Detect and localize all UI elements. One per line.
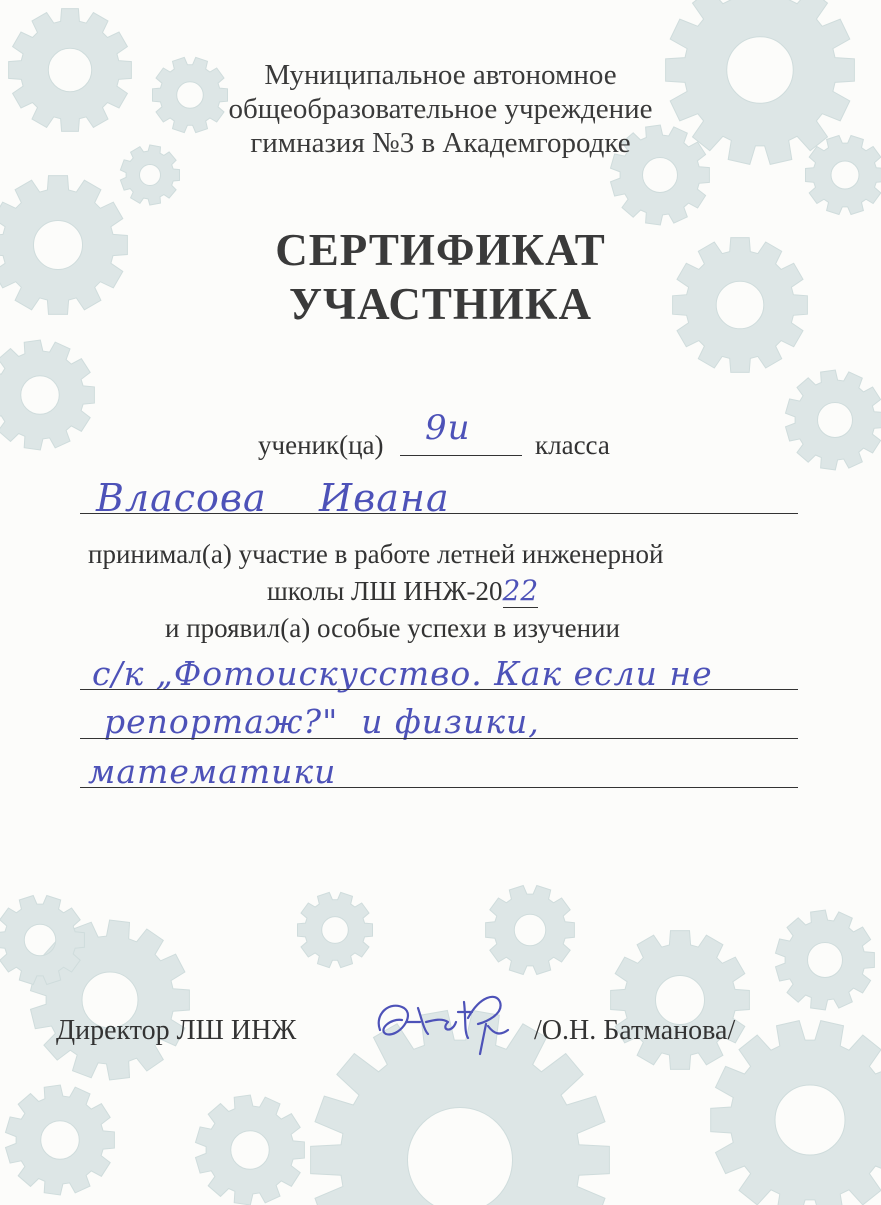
subject-line-2: репортаж?" и физики, [104,702,540,741]
name-underline [80,513,798,514]
gear-18 [6,1085,115,1195]
gear-14 [611,931,750,1070]
title-line-2: УЧАСТНИКА [289,279,592,329]
class-underline [400,455,522,456]
handwritten-signature [368,978,518,1060]
gear-4 [0,340,94,450]
participation-line-2 [267,574,538,608]
subject-underline-2 [80,738,798,739]
student-name: Власова Ивана [96,476,450,520]
institution-line-1: Муниципальное автономное [264,59,617,91]
title-line-1: СЕРТИФИКАТ [275,225,606,275]
gear-17 [196,1095,305,1205]
subject-line-3: математики [88,752,337,791]
student-suffix: класса [535,430,610,460]
school-name: школы ЛШ ИНЖ-20 [267,576,503,606]
institution-line-2: общеобразовательное учреждение [228,93,653,125]
subject-line-1: с/к „Фотоискусство. Как если не [92,654,713,693]
gear-12 [298,892,373,967]
subject-underline-3 [80,787,798,788]
director-role: Директор ЛШ ИНЖ [56,1015,297,1046]
student-prefix: ученик(ца) [258,430,384,460]
director-name: /О.Н. Батманова/ [534,1015,736,1046]
institution-line-3: гимназия №3 в Академгородке [250,127,631,159]
year-suffix: 22 [502,574,539,607]
participation-line-1: принимал(а) участие в работе летней инженерной [88,539,664,569]
class-value: 9и [425,408,471,448]
gear-11 [0,896,84,985]
gear-13 [486,886,575,975]
participation-line-3: и проявил(а) особые успехи в изучении [165,613,620,643]
gear-15 [711,1021,881,1205]
subject-underline-1 [80,689,798,690]
gear-19 [776,910,875,1010]
gear-10 [31,920,190,1080]
gear-9 [786,370,881,470]
